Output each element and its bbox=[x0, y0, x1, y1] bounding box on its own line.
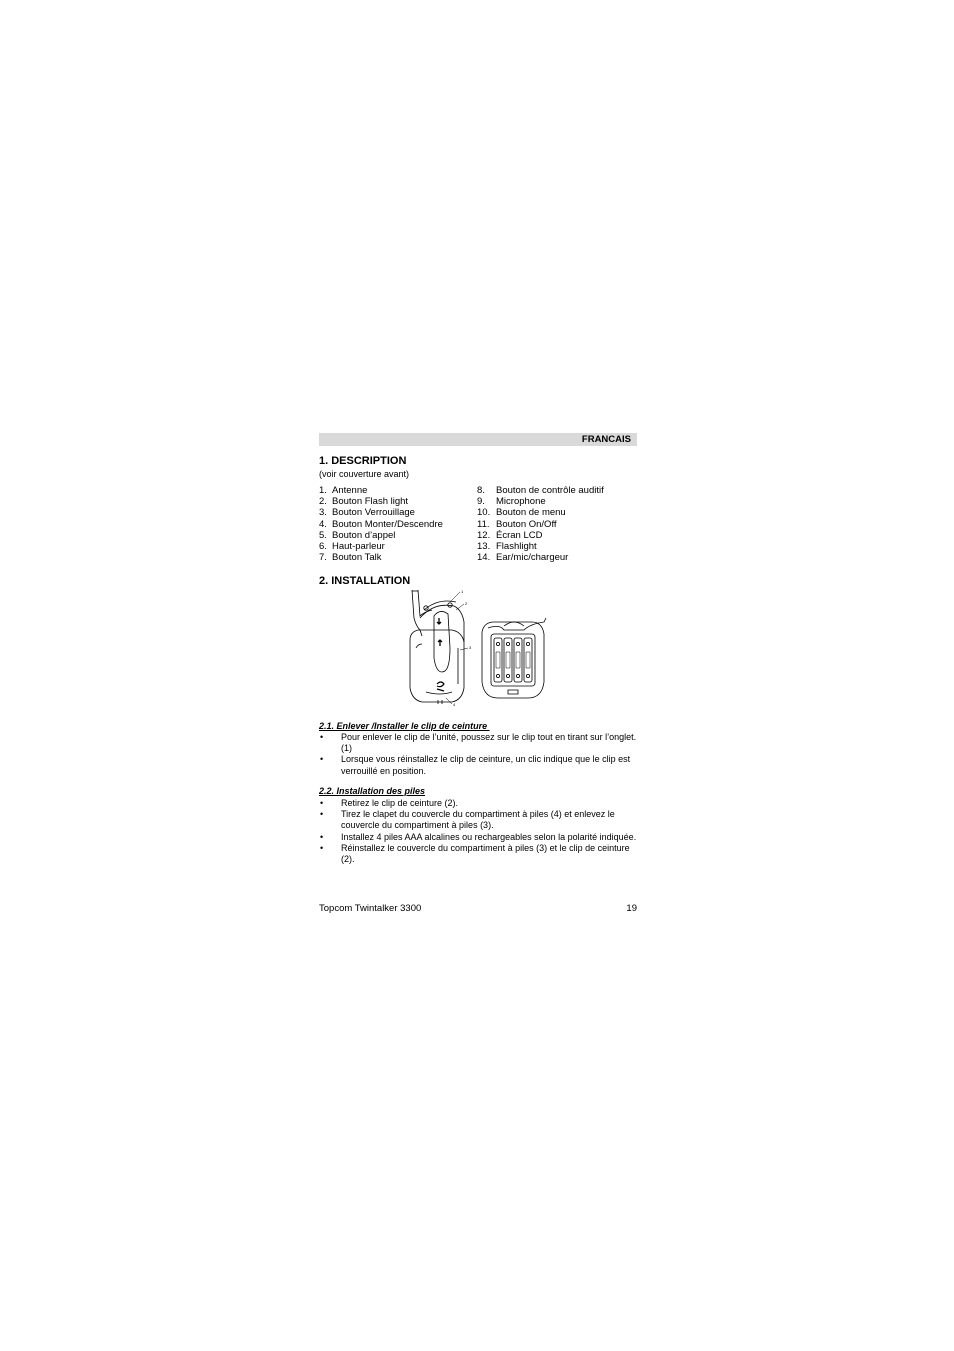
list-item bbox=[477, 530, 637, 541]
battery-slot bbox=[504, 638, 512, 682]
battery-slot bbox=[514, 638, 522, 682]
callout-label-4: 4 bbox=[453, 702, 456, 707]
item-number: 5. bbox=[319, 529, 327, 541]
list-item bbox=[477, 496, 637, 507]
battery-slot bbox=[494, 638, 502, 682]
section-title-description: 1. DESCRIPTION bbox=[319, 455, 407, 467]
list-item bbox=[319, 832, 637, 843]
item-number: 2. bbox=[319, 496, 327, 508]
item-label: Flashlight bbox=[496, 540, 537, 552]
item-number: 3. bbox=[319, 507, 327, 519]
language-header-bar bbox=[319, 433, 637, 446]
bullet-marker: • bbox=[320, 831, 324, 842]
bullet-text: Pour enlever le clip de l’unité, poussez sur le clip tout en tirant sur l’onglet. (1) bbox=[341, 732, 637, 754]
antenna-outline bbox=[412, 590, 422, 636]
bullet-marker: • bbox=[320, 754, 324, 765]
list-item bbox=[319, 530, 469, 541]
radio-body-outline bbox=[410, 630, 464, 702]
item-label: Bouton On/Off bbox=[496, 518, 557, 530]
item-number: 13. bbox=[477, 540, 491, 552]
list-item bbox=[477, 485, 637, 496]
language-label: FRANCAIS bbox=[581, 434, 631, 445]
list-item bbox=[319, 809, 637, 831]
item-number: 10. bbox=[477, 507, 491, 519]
callout-label-3: 3 bbox=[469, 645, 472, 650]
battery-compartment bbox=[491, 634, 535, 686]
item-label: Haut-parleur bbox=[332, 540, 385, 552]
list-item bbox=[477, 552, 637, 563]
item-label: Bouton de contrôle auditif bbox=[496, 485, 604, 496]
list-item bbox=[319, 843, 637, 865]
list-item bbox=[319, 485, 469, 496]
parts-list-right bbox=[477, 485, 637, 563]
list-item bbox=[319, 754, 637, 776]
list-item bbox=[319, 496, 469, 507]
battery-instructions bbox=[319, 798, 637, 865]
list-item bbox=[319, 798, 637, 809]
item-number: 8. bbox=[477, 485, 485, 496]
section-subtitle: (voir couverture avant) bbox=[319, 469, 410, 479]
item-number: 9. bbox=[477, 496, 485, 508]
radio-line-drawing bbox=[404, 588, 564, 708]
latch-icon bbox=[437, 682, 444, 687]
subsection-title-belt-clip: 2.1. Enlever /Installer le clip de ceinture bbox=[319, 721, 490, 731]
callout-label-2: 2 bbox=[465, 601, 468, 606]
list-item bbox=[319, 541, 469, 552]
item-label: Antenne bbox=[332, 485, 368, 496]
bullet-text: Lorsque vous réinstallez le clip de ceinture, un clic indique que le clip est verrouillé en position. bbox=[341, 754, 631, 776]
parts-list-left bbox=[319, 485, 469, 563]
item-number: 14. bbox=[477, 552, 491, 564]
belt-clip-instructions bbox=[319, 732, 637, 777]
item-label: Bouton Verrouillage bbox=[332, 507, 415, 519]
list-item bbox=[477, 507, 637, 518]
item-label: Écran LCD bbox=[496, 529, 543, 541]
list-item bbox=[319, 507, 469, 518]
item-number: 6. bbox=[319, 540, 327, 552]
footer-product-name: Topcom Twintalker 3300 bbox=[319, 903, 422, 914]
item-label: Bouton Flash light bbox=[332, 496, 409, 508]
bullet-text: Retirez le clip de ceinture (2). bbox=[341, 798, 459, 808]
item-label: Bouton Monter/Descendre bbox=[332, 518, 443, 530]
compartment-latch bbox=[508, 690, 518, 694]
item-number: 4. bbox=[319, 518, 327, 530]
item-label: Bouton Talk bbox=[332, 552, 382, 564]
item-number: 1. bbox=[319, 485, 327, 496]
subsection-title-batteries: 2.2. Installation des piles bbox=[319, 786, 426, 796]
item-label: Ear/mic/chargeur bbox=[496, 552, 569, 564]
bullet-marker: • bbox=[320, 798, 324, 808]
callout-label-1: 1 bbox=[461, 589, 464, 594]
bullet-marker: • bbox=[320, 809, 324, 820]
list-item bbox=[319, 519, 469, 530]
item-label: Bouton d’appel bbox=[332, 529, 396, 541]
radio-illustration bbox=[404, 588, 564, 713]
item-label: Bouton de menu bbox=[496, 507, 566, 519]
section-title-installation: 2. INSTALLATION bbox=[319, 575, 411, 587]
item-label: Microphone bbox=[496, 496, 546, 508]
bullet-text: Réinstallez le couvercle du compartiment à piles (3) et le clip de ceinture (2). bbox=[341, 842, 630, 865]
list-item bbox=[319, 552, 469, 563]
bullet-text: Installez 4 piles AAA alcalines ou rechargeables selon la polarité indiquée. bbox=[341, 831, 637, 842]
item-number: 7. bbox=[319, 552, 327, 564]
arrow-icon bbox=[438, 640, 442, 646]
bullet-marker: • bbox=[320, 842, 324, 853]
bullet-text: Tirez le clapet du couvercle du compartiment à piles (4) et enlevez le couvercle du compartiment à piles (3). bbox=[341, 809, 615, 831]
list-item bbox=[319, 732, 637, 754]
page-number: 19 bbox=[626, 903, 637, 914]
list-item bbox=[477, 519, 637, 530]
list-item bbox=[477, 541, 637, 552]
item-number: 11. bbox=[477, 518, 490, 530]
item-number: 12. bbox=[477, 529, 491, 541]
battery-slot bbox=[524, 638, 532, 682]
bullet-marker: • bbox=[320, 732, 324, 742]
arrow-icon bbox=[437, 618, 441, 624]
